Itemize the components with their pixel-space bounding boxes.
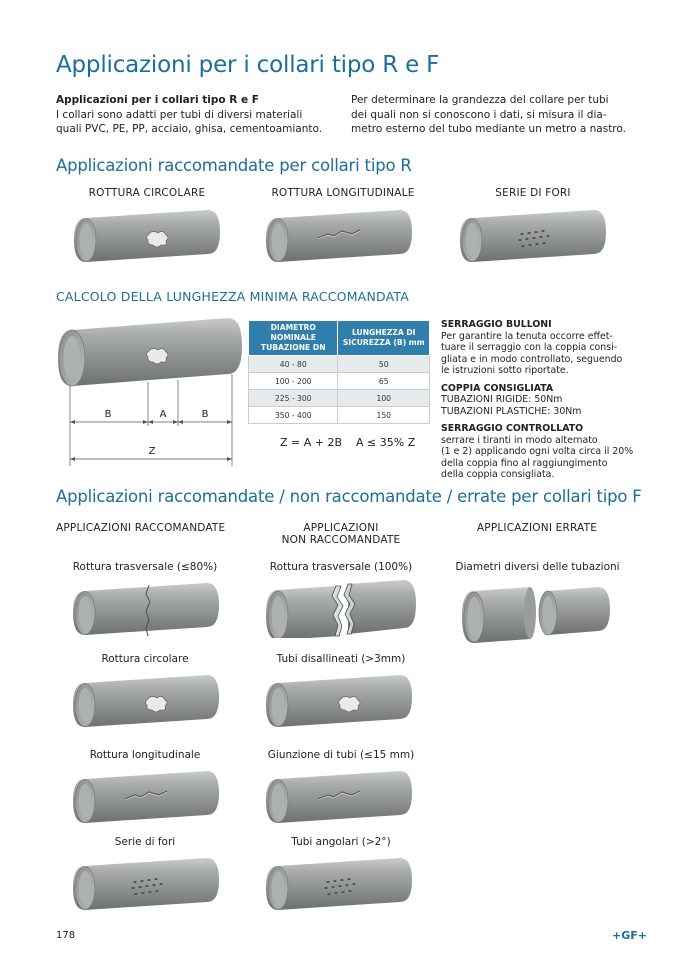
caption-serie-fori: SERIE DI FORI <box>495 187 571 199</box>
table-row <box>249 356 430 373</box>
pipe-joint-image <box>266 771 416 827</box>
col2-title-line: NON RACCOMANDATE <box>281 534 401 546</box>
caption-rottura-circolare: ROTTURA CIRCOLARE <box>88 187 206 199</box>
table-row <box>249 407 430 424</box>
pipe-longitudinal-break-image <box>266 210 416 266</box>
dim-label-b2: B <box>201 409 209 420</box>
calc-heading: CALCOLO DELLA LUNGHEZZA MINIMA RACCOMANDATA <box>56 289 409 304</box>
serraggio-controllato-title: SERRAGGIO CONTROLLATO <box>441 423 584 434</box>
pipe-circular-break-image <box>74 210 224 266</box>
pipe-hole-series-f-image <box>73 858 223 914</box>
table-cell: 50 <box>338 356 430 373</box>
intro-left-line: I collari sono adatti per tubi di diversi materiali <box>56 108 303 121</box>
caption-rottura-longitudinale: ROTTURA LONGITUDINALE <box>271 187 415 199</box>
note-line: TUBAZIONI RIGIDE: 50Nm <box>441 394 563 405</box>
col2-item: Giunzione di tubi (≤15 mm) <box>267 749 415 761</box>
col2-item: Tubi disallineati (>3mm) <box>276 653 406 665</box>
page-title: Applicazioni per i collari tipo R e F <box>56 52 440 78</box>
dim-label-z: Z <box>148 446 156 457</box>
pipe-transverse-100-image <box>266 580 418 638</box>
intro-right <box>351 93 641 137</box>
intro-left-line: quali PVC, PE, PP, acciaio, ghisa, cementoamianto. <box>56 123 323 135</box>
pipe-longitudinal-break-f-image <box>73 771 223 827</box>
table-row <box>249 390 430 407</box>
table-cell: 100 - 200 <box>249 373 338 390</box>
pipe-circular-break-f-image <box>73 675 223 731</box>
note-line: TUBAZIONI PLASTICHE: 30Nm <box>441 405 582 417</box>
table-header-length: LUNGHEZZA DI SICUREZZA (B) mm <box>338 321 430 356</box>
col3-item: Diametri diversi delle tubazioni <box>455 561 620 573</box>
table-cell: 150 <box>338 407 430 424</box>
note-line: della coppia consigliata. <box>441 469 555 480</box>
table-cell: 40 - 80 <box>249 356 338 373</box>
note-line: Per garantire la tenuta occorre effet- <box>441 330 613 342</box>
section-f-heading: Applicazioni raccomandate / non raccomandate / errate per collari tipo F <box>56 487 642 506</box>
intro-left-bold: Applicazioni per i collari tipo R e F <box>56 94 259 106</box>
pipe-transverse-80-image <box>73 583 223 639</box>
col1-item: Rottura trasversale (≤80%) <box>72 561 218 573</box>
col2-item: Rottura trasversale (100%) <box>269 561 413 573</box>
pipe-hole-series-image <box>460 210 610 266</box>
col2-item: Tubi angolari (>2°) <box>291 836 391 848</box>
col1-item: Rottura circolare <box>101 653 189 665</box>
pipe-angular-image <box>266 858 416 914</box>
table-row <box>249 373 430 390</box>
intro-right-line: Per determinare la grandezza del collare per tubi <box>351 94 609 106</box>
length-formula: Z = A + 2B A ≤ 35% Z <box>280 436 416 449</box>
note-line: le istruzioni sotto riportate. <box>441 365 569 376</box>
note-line: tuare il serraggio con la coppia consi- <box>441 342 618 353</box>
note-line: gliata e in modo controllato, seguendo <box>441 353 623 365</box>
intro-right-line: metro esterno del tubo mediante un metro a nastro. <box>351 123 626 135</box>
side-notes <box>441 319 641 481</box>
table-cell: 350 - 400 <box>249 407 338 424</box>
serraggio-bulloni-title: SERRAGGIO BULLONI <box>441 319 552 330</box>
col2-title-line: APPLICAZIONI <box>303 522 379 534</box>
note-line: serrare i tiranti in modo alternato <box>441 434 598 446</box>
safety-length-table <box>248 320 430 424</box>
col2-title <box>255 522 427 546</box>
gf-logo: +GF+ <box>612 929 647 942</box>
note-line: della coppia fino al raggiungimento <box>441 457 608 469</box>
table-header-dn: DIAMETRO NOMINALE TUBAZIONE DN <box>249 321 338 356</box>
intro-right-line: dei quali non si conoscono i dati, si misura il dia- <box>351 108 607 121</box>
pipe-misaligned-image <box>266 675 416 731</box>
dim-label-b1: B <box>104 409 112 420</box>
intro-left <box>56 93 346 137</box>
table-cell: 65 <box>338 373 430 390</box>
col1-item: Rottura longitudinale <box>89 749 201 761</box>
col1-title: APPLICAZIONI RACCOMANDATE <box>56 522 226 534</box>
pipe-length-diagram <box>56 316 246 472</box>
table-cell: 100 <box>338 390 430 407</box>
coppia-title: COPPIA CONSIGLIATA <box>441 382 554 394</box>
col3-title: APPLICAZIONI ERRATE <box>476 522 598 534</box>
section-r-heading: Applicazioni raccomandate per collari tipo R <box>56 156 412 175</box>
pipe-different-diameters-image <box>462 583 612 645</box>
table-cell: 225 - 300 <box>249 390 338 407</box>
note-line: (1 e 2) applicando ogni volta circa il 20% <box>441 446 634 457</box>
col1-item: Serie di fori <box>114 836 176 848</box>
page-number: 178 <box>56 930 76 941</box>
dim-label-a: A <box>159 409 167 420</box>
